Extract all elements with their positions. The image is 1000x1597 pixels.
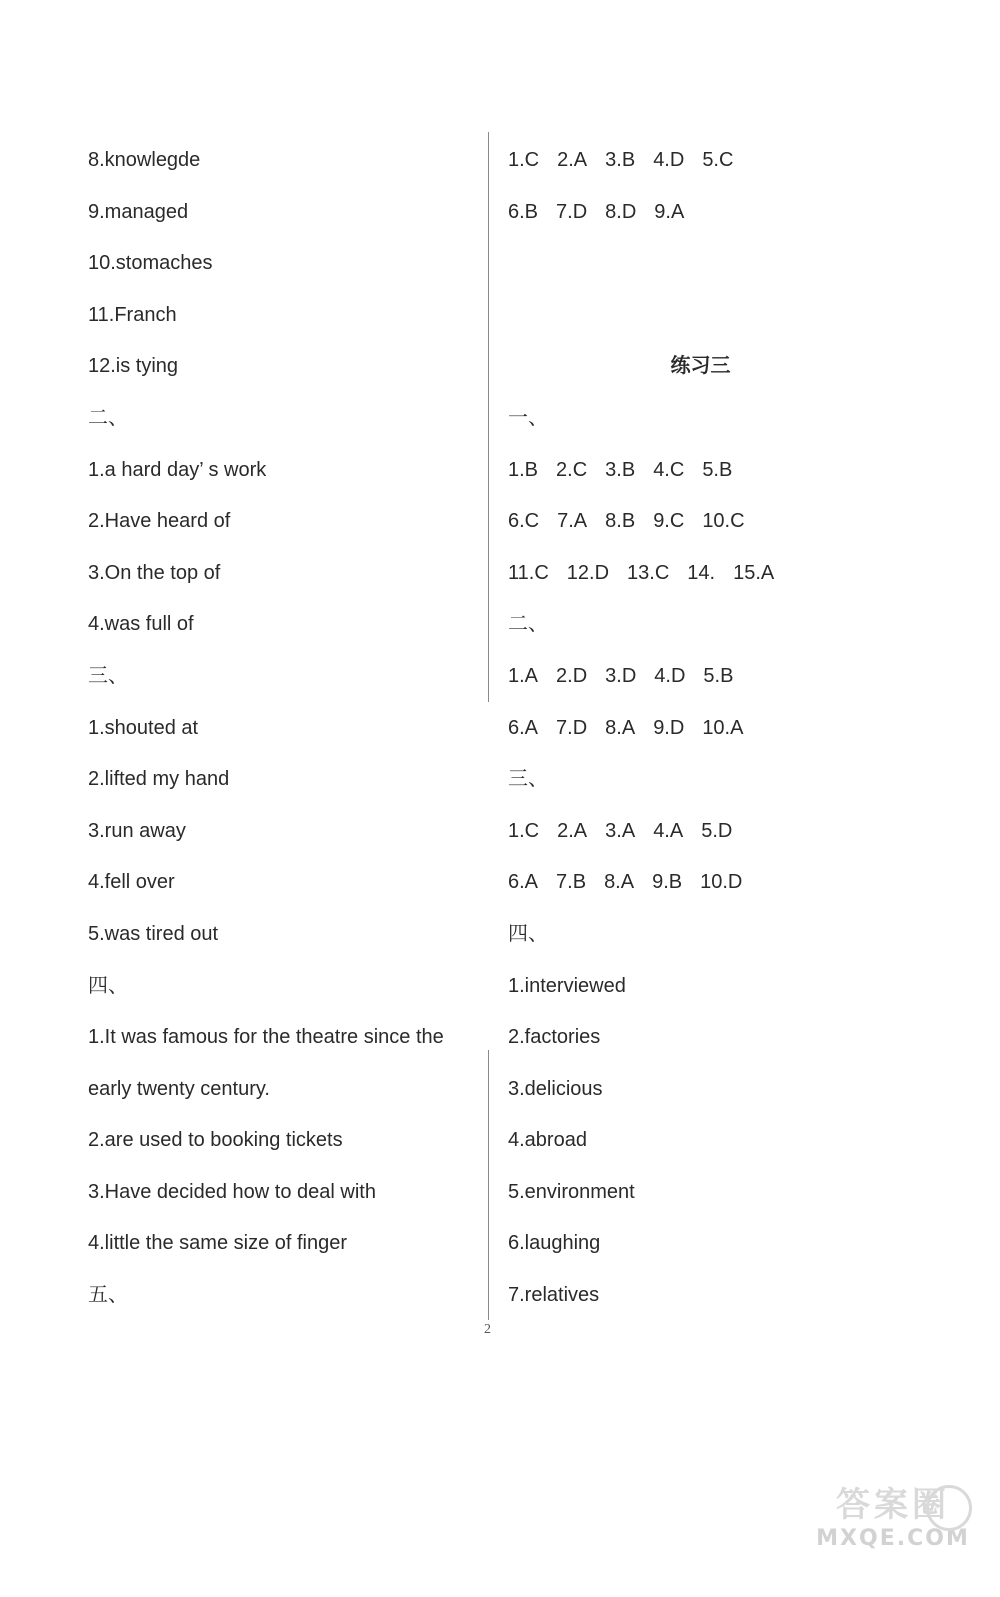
left-line: 1.a hard day’ s work [88,458,267,481]
watermark-bottom-text: MXQE.COM [816,1526,970,1551]
answer-item: 5.environment [508,1180,635,1203]
answer: 7.D [556,716,588,739]
site-watermark [808,1485,978,1557]
left-line: 5.was tired out [88,922,219,945]
column-divider [488,132,489,702]
left-line: 2.are used to booking tickets [88,1129,343,1152]
answer: 2.A [557,149,588,171]
watermark-circle-icon [926,1485,972,1531]
answer: 6.B [508,200,539,223]
answer: 4.D [654,664,686,687]
answer-row [508,192,928,244]
left-line: early twenty century. [88,1077,270,1100]
section-heading: 二、 [508,613,548,636]
answer-row [508,140,928,192]
blank-line [508,243,928,295]
answer: 3.B [605,458,636,481]
answer: 3.A [605,819,636,842]
answer: 4.A [653,819,684,842]
answer: 1.C [508,819,540,842]
answer-row [508,811,928,863]
answer: 8.A [605,716,636,739]
answer: 9.A [654,200,685,223]
section-heading: 二、 [88,406,128,429]
left-line: 3.run away [88,819,186,842]
column-divider [488,1050,489,1320]
section-heading: 四、 [508,922,548,945]
left-line: 9.managed [88,200,189,223]
blank-line [508,295,928,347]
section-heading: 三、 [88,664,128,687]
left-line: 4.little the same size of finger [88,1232,348,1255]
left-line: 2.Have heard of [88,510,231,533]
answer: 1.A [508,664,539,687]
section-heading: 四、 [88,974,128,997]
answer-item: 1.interviewed [508,974,626,997]
answer: 7.D [556,200,588,223]
answer-row [508,450,928,502]
answer: 8.B [605,510,636,533]
left-column [88,140,483,1327]
answer: 9.C [653,510,685,533]
left-line: 4.fell over [88,871,175,894]
answer: 9.B [652,871,683,894]
answer-row [508,862,928,914]
left-line: 2.lifted my hand [88,768,230,791]
answer-item: 7.relatives [508,1284,600,1307]
answer-row [508,708,928,760]
answer: 8.D [605,200,637,223]
left-line: 4.was full of [88,613,194,636]
answer: 10.A [702,716,744,739]
section-heading: 五、 [88,1284,128,1307]
answer: 10.C [702,510,745,533]
answer-row [508,553,928,605]
answer: 7.A [557,510,588,533]
answer: 11.C [508,561,549,584]
left-line: 3.On the top of [88,561,221,584]
answer: 5.C [702,149,734,171]
answer-row [508,656,928,708]
answer: 3.B [605,149,636,171]
answer: 1.B [508,458,539,481]
answer: 6.A [508,716,539,739]
answer: 7.B [556,871,587,894]
left-line: 1.shouted at [88,716,199,739]
answer: 6.A [508,871,539,894]
page-number: 2 [484,1322,491,1337]
answer: 5.D [701,819,733,842]
answer: 3.D [605,664,637,687]
answer: 2.D [556,664,588,687]
answer: 13.C [627,561,670,584]
watermark-top-text: 答案圈 [836,1485,950,1525]
right-column [508,140,928,1327]
section-heading: 三、 [508,768,548,791]
left-line: 12.is tying [88,355,179,378]
answer: 2.A [557,819,588,842]
section-title: 练习三 [670,355,731,378]
answer-item: 2.factories [508,1026,601,1049]
answer-row [508,501,928,553]
answer: 5.B [702,458,733,481]
answer: 6.C [508,510,540,533]
answer: 10.D [700,871,743,894]
answer: 12.D [566,561,610,584]
answer: 9.D [653,716,685,739]
answer-item: 4.abroad [508,1129,587,1152]
left-line: 11.Franch [88,303,177,326]
answer: 8.A [604,871,635,894]
answer-item: 3.delicious [508,1077,603,1100]
answer: 15.A [733,561,775,584]
left-line: 1.It was famous for the theatre since the [88,1026,444,1049]
left-line: 3.Have decided how to deal with [88,1180,376,1203]
answer: 1.C [508,149,540,171]
answer: 2.C [556,458,588,481]
answer: 14. [687,561,716,584]
answer: 5.B [703,664,734,687]
left-line: 10.stomaches [88,252,213,275]
section-heading: 一、 [508,406,548,429]
left-line: 8.knowlegde [88,149,201,171]
answer: 4.C [653,458,685,481]
answer: 4.D [653,149,685,171]
answer-item: 6.laughing [508,1232,601,1255]
